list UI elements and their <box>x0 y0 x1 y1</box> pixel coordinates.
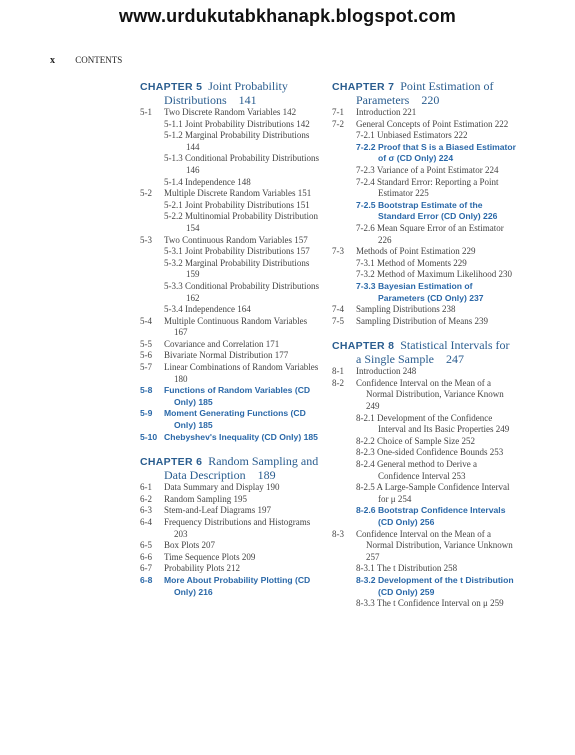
section-number: 6-8 <box>140 574 153 585</box>
section-title: 8-2.1 Development of the Confidence Interval and Its Basic Properties 249 <box>356 412 510 435</box>
section-number: 6-6 <box>140 551 152 562</box>
section-number <box>332 575 356 598</box>
section-title: 7-2.2 Proof that S is a Biased Estimator of σ (CD Only) 224 <box>356 141 516 164</box>
section-number: 6-4 <box>140 517 152 527</box>
toc-subentry[interactable] <box>140 119 320 131</box>
section-number: 8-1 <box>332 366 344 377</box>
section-title: 5-2.2 Multinomial Probability Distribution 154 <box>164 211 318 233</box>
section-number: 6-2 <box>140 493 152 504</box>
chapter-page: 189 <box>257 468 276 483</box>
section-title: Multiple Discrete Random Variables 151 <box>164 188 312 199</box>
section-number: 5-7 <box>140 362 152 373</box>
section-number <box>140 281 164 304</box>
section-title: 7-2.6 Mean Square Error of an Estimator 226 <box>356 222 504 245</box>
section-title: Data Summary and Display 190 <box>164 482 280 493</box>
chapter-number: CHAPTER 7 <box>332 81 395 93</box>
toc-entry[interactable] <box>140 408 320 431</box>
toc-subentry[interactable] <box>332 223 517 246</box>
toc-subentry[interactable] <box>332 142 517 165</box>
section-number: 5-2 <box>140 188 152 199</box>
section-title: 7-2.4 Standard Error: Reporting a Point Estimator 225 <box>356 176 499 199</box>
section-number: 7-2 <box>332 118 344 129</box>
section-title: Introduction 221 <box>356 107 417 117</box>
section-number <box>140 304 164 316</box>
section-number: 5-6 <box>140 350 152 361</box>
section-title: 7-3.3 Bayesian Estimation of Parameters (CD Only) 237 <box>356 280 484 303</box>
toc-entry[interactable] <box>140 339 320 351</box>
section-title: Frequency Distributions and Histograms 203 <box>164 517 311 539</box>
section-number <box>332 223 356 246</box>
running-head <box>50 55 122 66</box>
section-title: 8-2.3 One-sided Confidence Bounds 253 <box>356 447 504 458</box>
section-title: Box Plots 207 <box>164 540 216 551</box>
section-title: 5-3.2 Marginal Probability Distributions 159 <box>164 257 310 280</box>
chapter-number: CHAPTER 6 <box>140 456 203 469</box>
toc-entry[interactable] <box>140 107 320 119</box>
toc-subentry[interactable] <box>140 281 320 304</box>
section-title: Sampling Distribution of Means 239 <box>356 315 488 326</box>
section-number <box>332 598 356 610</box>
toc-entry[interactable] <box>140 494 320 506</box>
section-number: 5-8 <box>140 385 153 396</box>
toc-entry[interactable] <box>332 529 517 564</box>
section-title: Linear Combinations of Random Variables 180 <box>164 362 319 384</box>
section-title: Functions of Random Variables (CD Only) 185 <box>164 385 311 407</box>
section-number <box>332 165 356 177</box>
section-title: Introduction 248 <box>356 366 417 377</box>
chapter-heading <box>140 80 320 107</box>
section-number <box>140 258 164 281</box>
section-number <box>332 177 356 200</box>
section-title: 7-2.3 Variance of a Point Estimator 224 <box>356 164 499 175</box>
section-number <box>140 211 164 234</box>
section-title: 7-3.2 Method of Maximum Likelihood 230 <box>356 269 512 280</box>
toc-subentry[interactable] <box>332 200 517 223</box>
section-number <box>140 200 164 212</box>
section-title: Two Discrete Random Variables 142 <box>164 107 297 117</box>
chapter-title: Random Sampling and Data Description <box>164 454 319 483</box>
section-title: 8-2.4 General method to Derive a Confidence Interval 253 <box>356 459 477 481</box>
section-title: 8-2.2 Choice of Sample Size 252 <box>356 435 475 446</box>
toc-entry[interactable] <box>140 552 320 564</box>
running-head-label: CONTENTS <box>75 55 123 65</box>
toc-entry[interactable] <box>140 482 320 494</box>
section-title: 5-1.1 Joint Probability Distributions 142 <box>164 118 310 129</box>
section-title: Chebyshev's Inequality (CD Only) 185 <box>164 431 318 442</box>
section-number: 8-3 <box>332 528 344 539</box>
section-title: Methods of Point Estimation 229 <box>356 246 476 257</box>
section-title: More About Probability Plotting (CD Only) 216 <box>164 574 311 597</box>
toc-entry[interactable] <box>140 432 320 444</box>
section-number: 6-5 <box>140 540 152 551</box>
section-title: Probability Plots 212 <box>164 563 241 574</box>
toc-subentry[interactable] <box>332 258 517 270</box>
chapter-page: 220 <box>421 93 440 107</box>
section-number <box>332 142 356 165</box>
section-title: Confidence Interval on the Mean of a Normal Distribution, Variance Unknown 257 <box>356 528 513 562</box>
toc-subentry[interactable] <box>140 177 320 189</box>
toc-entry[interactable] <box>332 246 517 258</box>
toc-subentry[interactable] <box>332 165 517 177</box>
section-number <box>332 447 356 459</box>
chapter-title: Statistical Intervals for a Single Sample <box>356 338 510 367</box>
toc-subentry[interactable] <box>140 211 320 234</box>
section-title: 5-2.1 Joint Probability Distributions 151 <box>164 199 310 210</box>
toc-entry[interactable] <box>140 385 320 408</box>
chapter-heading <box>332 339 517 366</box>
section-number <box>332 482 356 505</box>
toc-entry[interactable] <box>332 304 517 316</box>
section-title: 8-3.3 The t Confidence Interval on μ 259 <box>356 598 504 609</box>
section-title: 5-1.3 Conditional Probability Distributions 146 <box>164 153 319 175</box>
section-number: 6-7 <box>140 563 152 574</box>
section-number: 5-9 <box>140 408 153 419</box>
toc-subentry[interactable] <box>332 413 517 436</box>
toc-subentry[interactable] <box>332 269 517 281</box>
toc-entry[interactable] <box>332 366 517 378</box>
section-title: Two Continuous Random Variables 157 <box>164 234 308 245</box>
section-number: 7-5 <box>332 315 344 326</box>
section-number <box>332 130 356 142</box>
toc-column-left <box>140 80 320 598</box>
section-title: 8-3.2 Development of the t Distribution (CD Only) 259 <box>356 574 514 597</box>
toc-subentry[interactable] <box>332 482 517 505</box>
toc-entry[interactable] <box>140 575 320 598</box>
section-title: 5-3.4 Independence 164 <box>164 304 251 315</box>
section-title: General Concepts of Point Estimation 222 <box>356 118 509 129</box>
section-number <box>332 258 356 270</box>
section-title: 5-1.2 Marginal Probability Distributions 144 <box>164 130 310 152</box>
toc-subentry[interactable] <box>140 200 320 212</box>
site-header: www.urdukutabkhanapk.blogspot.com <box>119 6 456 26</box>
section-number: 8-2 <box>332 377 344 388</box>
toc-subentry[interactable] <box>332 177 517 200</box>
section-title: 5-1.4 Independence 148 <box>164 176 251 187</box>
chapter-title: Point Estimation of Parameters <box>356 79 494 107</box>
section-title: 5-3.1 Joint Probability Distributions 157 <box>164 246 310 257</box>
toc-subentry[interactable] <box>140 130 320 153</box>
toc-subentry[interactable] <box>140 304 320 316</box>
toc-subentry[interactable] <box>332 436 517 448</box>
toc-subentry[interactable] <box>140 258 320 281</box>
toc-entry[interactable] <box>332 316 517 328</box>
section-number: 5-3 <box>140 234 152 245</box>
toc-entry[interactable] <box>140 362 320 385</box>
toc-entry[interactable] <box>140 316 320 339</box>
toc-subentry[interactable] <box>332 459 517 482</box>
toc-subentry[interactable] <box>140 246 320 258</box>
chapter-number: CHAPTER 8 <box>332 340 395 353</box>
toc-entry[interactable] <box>140 540 320 552</box>
toc-entry[interactable] <box>332 107 517 119</box>
section-number: 5-4 <box>140 315 152 326</box>
section-number <box>140 246 164 258</box>
section-title: Covariance and Correlation 171 <box>164 338 280 349</box>
section-number <box>332 505 356 528</box>
section-title: Sampling Distributions 238 <box>356 304 456 315</box>
section-number: 7-4 <box>332 304 344 315</box>
toc-entry[interactable] <box>332 119 517 131</box>
section-title: Stem-and-Leaf Diagrams 197 <box>164 505 271 516</box>
section-number <box>332 200 356 223</box>
toc-subentry[interactable] <box>332 505 517 528</box>
section-number: 6-1 <box>140 482 152 493</box>
toc-subentry[interactable] <box>332 575 517 598</box>
section-number: 7-1 <box>332 107 344 117</box>
section-number: 6-3 <box>140 505 152 516</box>
section-number: 7-3 <box>332 246 344 257</box>
section-number <box>140 119 164 131</box>
section-number: 5-1 <box>140 107 152 117</box>
section-title: 8-2.6 Bootstrap Confidence Intervals (CD Only) 256 <box>356 505 506 527</box>
section-title: 7-2.5 Bootstrap Estimate of the Standard Error (CD Only) 226 <box>356 199 498 222</box>
chapter-page: 141 <box>238 93 257 107</box>
section-number <box>332 563 356 575</box>
chapter-page: 247 <box>446 352 464 367</box>
section-title: 7-2.1 Unbiased Estimators 222 <box>356 130 468 141</box>
section-number: 5-5 <box>140 338 152 349</box>
page-number: x <box>50 55 55 66</box>
toc-entry[interactable] <box>140 350 320 362</box>
section-title: 8-2.5 A Large-Sample Confidence Interval for μ 254 <box>356 482 510 504</box>
toc-subentry[interactable] <box>140 153 320 176</box>
toc-subentry[interactable] <box>332 447 517 459</box>
section-number <box>332 413 356 436</box>
chapter-title: Joint Probability Distributions <box>164 79 288 107</box>
section-number <box>140 177 164 189</box>
chapter-heading <box>332 80 517 107</box>
section-number <box>140 130 164 153</box>
section-number <box>332 459 356 482</box>
toc-subentry[interactable] <box>332 598 517 610</box>
section-number <box>332 436 356 448</box>
toc-entry[interactable] <box>140 505 320 517</box>
section-title: Moment Generating Functions (CD Only) 185 <box>164 408 306 431</box>
toc-entry[interactable] <box>140 188 320 200</box>
section-title: Random Sampling 195 <box>164 493 247 504</box>
toc-subentry[interactable] <box>332 281 517 304</box>
toc-subentry[interactable] <box>332 563 517 575</box>
toc-subentry[interactable] <box>332 130 517 142</box>
section-title: Time Sequence Plots 209 <box>164 551 256 562</box>
section-number: 5-10 <box>140 431 158 442</box>
section-number <box>332 281 356 304</box>
toc-column-right <box>332 80 517 610</box>
section-title: 8-3.1 The t Distribution 258 <box>356 563 458 574</box>
chapter-heading <box>140 455 320 482</box>
toc-entry[interactable] <box>140 517 320 540</box>
toc-entry[interactable] <box>140 563 320 575</box>
section-number <box>332 269 356 281</box>
section-title: Confidence Interval on the Mean of a Normal Distribution, Variance Known 249 <box>356 377 504 412</box>
section-number <box>140 153 164 176</box>
section-title: 7-3.1 Method of Moments 229 <box>356 257 467 268</box>
section-title: 5-3.3 Conditional Probability Distributions 162 <box>164 280 319 303</box>
section-title: Bivariate Normal Distribution 177 <box>164 350 289 361</box>
toc-entry[interactable] <box>140 235 320 247</box>
toc-entry[interactable] <box>332 378 517 413</box>
section-title: Multiple Continuous Random Variables 167 <box>164 315 308 338</box>
chapter-number: CHAPTER 5 <box>140 81 203 93</box>
